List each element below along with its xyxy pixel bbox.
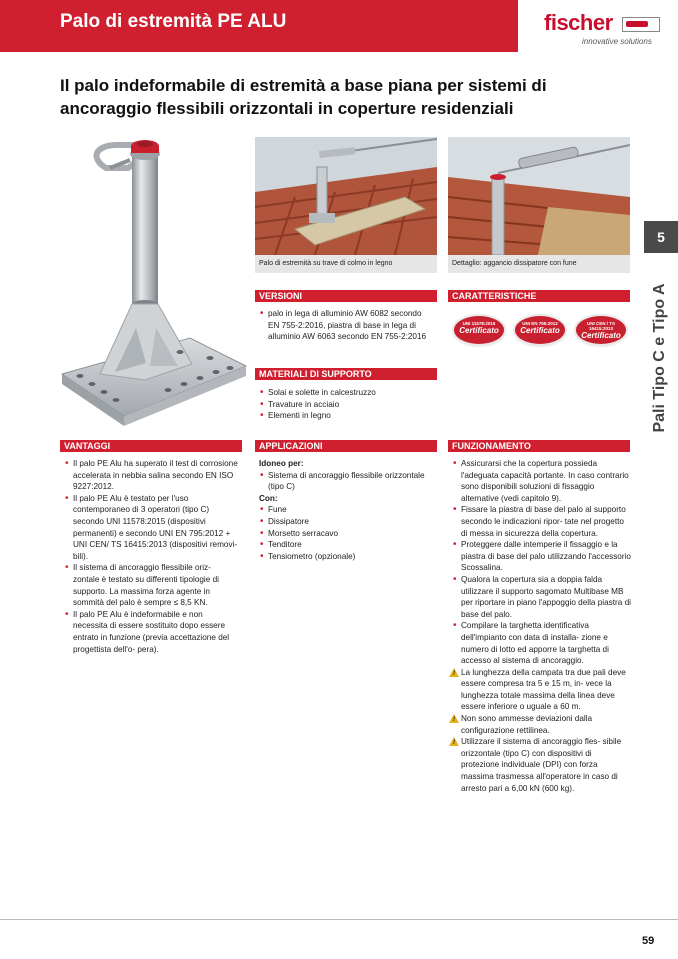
warning-item [452, 713, 632, 736]
warning-icon: ! [449, 737, 459, 746]
page-number: 59 [642, 935, 655, 947]
versioni-list [259, 308, 434, 343]
list-item: • Proteggere dalle intemperie il fissaggio e la piastra di base del palo utilizzando l'accessorio Scossalina. [452, 539, 632, 574]
brand-name: fischer [544, 10, 613, 35]
certificate-badge-en795 [515, 316, 565, 344]
applicazioni-header: APPLICAZIONI [255, 440, 437, 452]
list-item: • Il palo PE Alu è testato per l'uso contemporaneo di 3 operatori (tipo C) secondo UNI 11578:2015 (dispositivi permanenti) e secondo UNI EN 795:2012 + UNI CEN/ TS 16415:2013 (dispositivi removi- bili). [64, 493, 238, 563]
warning-text: Non sono ammesse deviazioni dalla configurazione rettilinea. [461, 714, 593, 735]
list-item: • Elementi in legno [259, 410, 434, 422]
idoneo-label: Idoneo per: [259, 459, 304, 468]
warning-text: La lunghezza della campata tra due pali deve essere compresa tra 5 e 15 m, in- vece la lunghezza totale massima della linea deve essere inferiore o uguale a 60 m. [461, 667, 626, 712]
con-list [259, 504, 434, 562]
list-item: • Morsetto serracavo [259, 528, 434, 540]
page-title: Palo di estremità PE ALU [60, 11, 287, 32]
list-item: • Assicurarsi che la copertura possieda l'adeguata capacità portante. In caso contrario sono disponibili soluzioni di fissaggio alternative (vedi capitolo 9). [452, 458, 632, 504]
badge-standard: UNI CEN / TS 16415:2013 [586, 321, 615, 331]
funzionamento-list [452, 458, 632, 794]
certificate-badge-uni11578 [454, 316, 504, 344]
list-item: • Travature in acciaio [259, 399, 434, 411]
badge-label: Certificato [459, 326, 499, 335]
warning-item [452, 667, 632, 713]
list-item: • Tensiometro (opzionale) [259, 551, 434, 563]
chapter-tab: 5 [644, 221, 678, 253]
list-item: • Il palo PE Alu ha superato il test di corrosione accelerata in nebbia salina secondo EN ISO 9227:2012. [64, 458, 238, 493]
caratteristiche-header: CARATTERISTICHE [448, 290, 630, 302]
warning-text: Utilizzare il sistema di ancoraggio fles- sibile orizzontale (tipo C) con dispositivi di protezione individuale (DPI) con forza massima trasmessa all'operatore in caso di arresto pari a 6,00 kN (600 kg). [461, 737, 622, 793]
warning-icon: ! [449, 668, 459, 677]
footer-divider [0, 919, 678, 920]
idoneo-list [259, 470, 434, 493]
product-image [60, 128, 248, 436]
badge-label: Certificato [581, 331, 621, 340]
vantaggi-header: VANTAGGI [60, 440, 242, 452]
applicazioni-body [259, 458, 434, 562]
materiali-list [259, 387, 434, 422]
list-item: • Il palo PE Alu è indeformabile e non necessita di essere sostituito dopo essere entrato in funzione (previa accettazione del progettista dell'o- pera). [64, 609, 238, 655]
con-label: Con: [259, 493, 278, 503]
chapter-side-label: Pali Tipo C e Tipo A [651, 283, 668, 433]
vantaggi-list [64, 458, 238, 655]
badge-standard: UNI 11578:2015 [462, 321, 496, 326]
photo-shock-absorber [448, 137, 630, 255]
list-item: • palo in lega di alluminio AW 6082 secondo EN 755-2:2016, piastra di base in lega di alluminio AW 6063 secondo EN 755-2:2016 [259, 308, 434, 343]
badge-label: Certificato [520, 326, 560, 335]
list-item: • Fune [259, 504, 434, 516]
materiali-header: MATERIALI DI SUPPORTO [255, 368, 437, 380]
badge-standard: UNI EN 795:2012 [522, 321, 558, 326]
headline: Il palo indeformabile di estremità a base piana per sistemi di ancoraggio flessibili orizzontali in coperture residenziali [60, 76, 547, 118]
list-item: • Solai e solette in calcestruzzo [259, 387, 434, 399]
chapter-side-title [648, 261, 672, 461]
list-item: • Sistema di ancoraggio flessibile orizzontale (tipo C) [259, 470, 434, 493]
warning-icon: ! [449, 714, 459, 723]
list-item: • Qualora la copertura sia a doppia falda utilizzare il supporto sagomato Multibase MB per riportare in piano l'appoggio della piastra di base del palo. [452, 574, 632, 620]
warning-item [452, 736, 632, 794]
list-item: • Tenditore [259, 539, 434, 551]
photo-roof-ridge [255, 137, 437, 255]
list-item: • Il sistema di ancoraggio flessibile oriz- zontale è testato su differenti tipologie di supporto. La massima forza agente in sommità del palo è sempre ≤ 8,5 KN. [64, 562, 238, 608]
versioni-header: VERSIONI [255, 290, 437, 302]
photo-caption-2: Dettaglio: aggancio dissipatore con fune [452, 260, 577, 267]
list-item: • Dissipatore [259, 516, 434, 528]
photo-caption-1: Palo di estremità su trave di colmo in legno [259, 260, 393, 267]
list-item: • Fissare la piastra di base del palo al supporto secondo le indicazioni ripor- tate nel progetto di messa in sicurezza della copertura. [452, 504, 632, 539]
fischer-plug-icon [622, 17, 660, 32]
certificate-badge-ts16415 [576, 316, 626, 344]
funzionamento-header: FUNZIONAMENTO [448, 440, 630, 452]
list-item: • Compilare la targhetta identificativa dell'impianto con data di installa- zione e numero di lotto ed apporre la targhetta di accesso al sistema di ancoraggio. [452, 620, 632, 666]
brand-tagline: innovative solutions [582, 37, 652, 46]
brand-logo [538, 10, 666, 50]
